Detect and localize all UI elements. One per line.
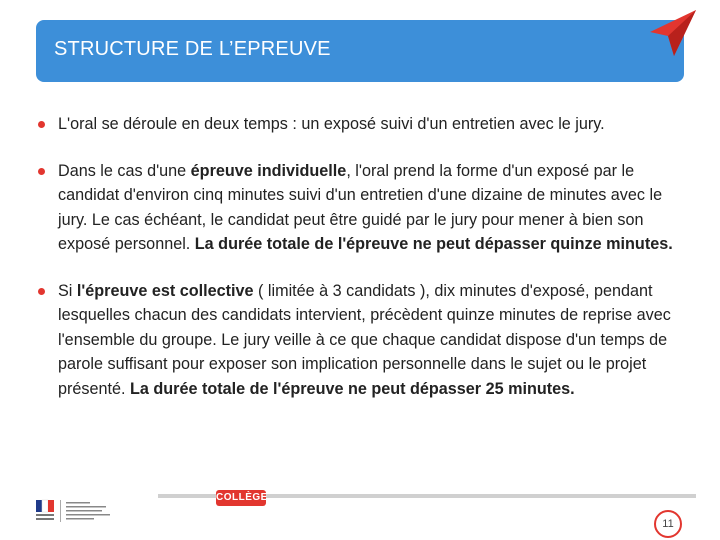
bullet-emphasis: épreuve individuelle [190,161,347,180]
page-number: 11 [654,510,682,538]
college-badge: COLLÈGE [216,490,266,506]
bullet-text: ( limitée à 3 candidats ), dix minutes d'exposé, pendant lesquelles chacun des candidats intervient, précèdent quinze minutes de reprise avec l'ensemble du groupe. Le jury veille à ce que chaque candidat dispose d'un temps de parole suffisant pour exposer son implication personnelle dans le sujet ou le projet présenté. [58,281,671,398]
bullet-dot-icon [38,121,45,128]
bullet-emphasis: La durée totale de l'épreuve ne peut dépasser quinze minutes. [194,235,673,253]
bullet-text: Si [58,281,77,300]
bullet-text: , l'oral prend la forme d'un exposé par le candidat d'environ cinq minutes suivi d'un entretien d'une dizaine de minutes avec le jury. Le cas échéant, le candidat peut être guidé par le jury pour mener à bien son exposé personnel. [58,161,663,253]
bullet-dot-icon [38,168,45,175]
red-arrow-icon [644,8,700,58]
bullet-item [36,159,686,257]
content-list [36,112,686,423]
bullet-text: Dans le cas d'une [58,161,191,180]
ministry-logo-icon [36,498,128,522]
bullet-dot-icon [38,288,45,295]
bullet-item [36,112,686,137]
bullet-item [36,279,686,402]
bullet-emphasis: l'épreuve est collective [76,281,254,300]
bullet-text: L'oral se déroule en deux temps : un exposé suivi d'un entretien avec le jury. [58,115,605,133]
title-banner [36,20,684,82]
bullet-emphasis: La durée totale de l'épreuve ne peut dépasser 25 minutes. [130,379,575,398]
page-title: STRUCTURE DE L’EPREUVE [54,38,331,60]
